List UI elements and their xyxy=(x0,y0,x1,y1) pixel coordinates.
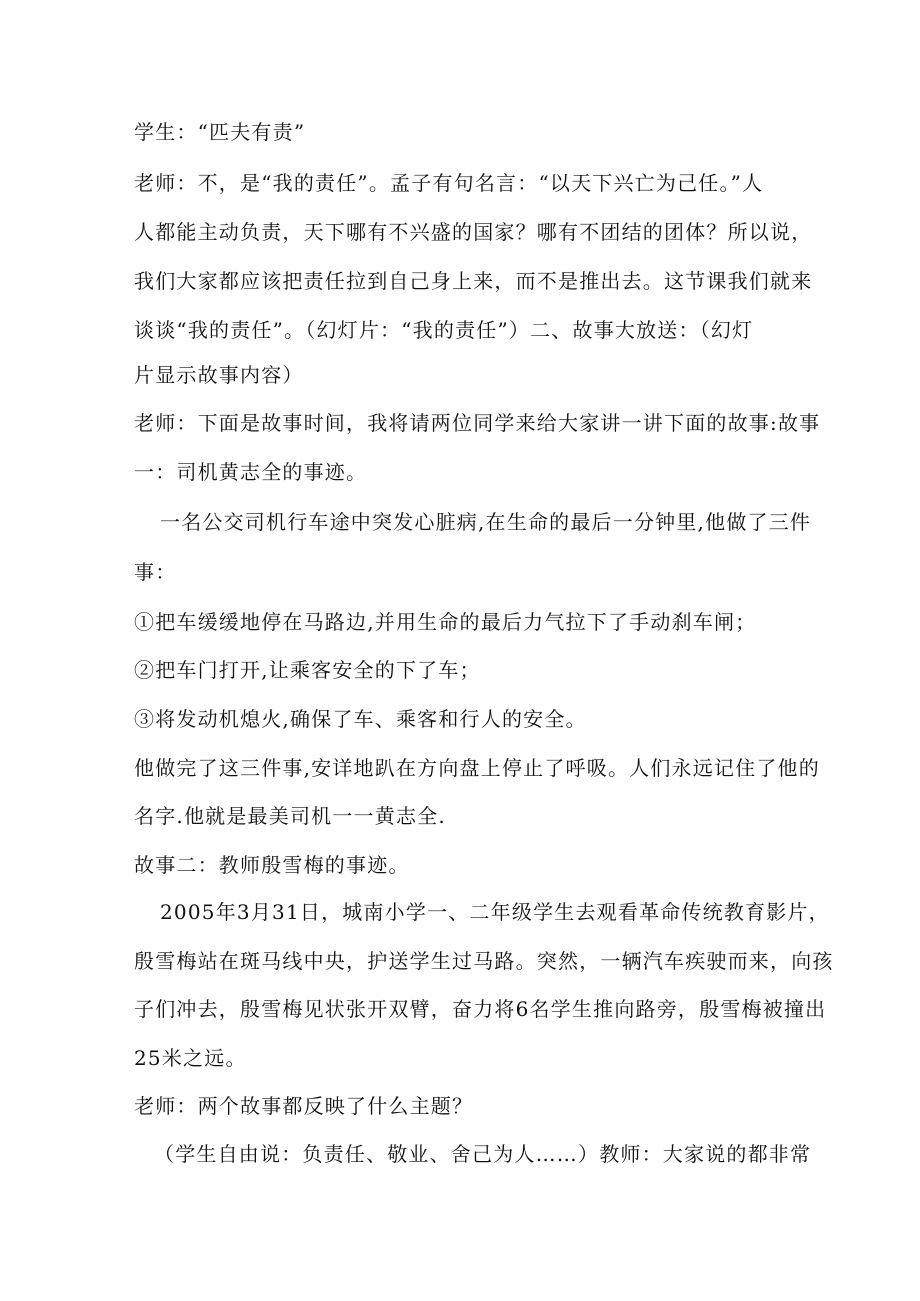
teacher-question-line: 老师：两个故事都反映了什么主题？ xyxy=(134,1094,474,1118)
story-two-paragraph-line-1: 2005年3月31日，城南小学一、二年级学生去观看革命传统教育影片， xyxy=(160,900,830,924)
teacher-story-intro-line-1: 老师：下面是故事时间，我将请两位同学来给大家讲一讲下面的故事:故事 xyxy=(134,411,821,435)
story-one-ending-line-2: 名字.他就是最美司机一一黄志全. xyxy=(134,804,446,828)
dialogue-teacher-line-1: 老师：不，是“我的责任”。孟子有句名言：“以天下兴亡为己任。”人 xyxy=(134,171,764,195)
dialogue-teacher-line-2: 人都能主动负责，天下哪有不兴盛的国家？哪有不团结的团体？所以说， xyxy=(134,220,813,244)
story-one-paragraph-line-1: 一名公交司机行车途中突发心脏病,在生命的最后一分钟里,他做了三件 xyxy=(160,510,812,534)
story-two-paragraph-line-2: 殷雪梅站在斑马线中央，护送学生过马路。突然，一辆汽车疾驶而来，向孩 xyxy=(134,949,834,973)
story-one-paragraph-line-2: 事： xyxy=(134,560,177,584)
story-two-paragraph-line-4: 25米之远。 xyxy=(134,1046,247,1070)
story-one-item-2: ②把车门打开,让乘客安全的下了车； xyxy=(134,658,481,682)
story-one-ending-line-1: 他做完了这三件事,安详地趴在方向盘上停止了呼吸。人们永远记住了他的 xyxy=(134,756,820,780)
story-one-item-1: ①把车缓缓地停在马路边,并用生命的最后力气拉下了手动刹车闸； xyxy=(134,610,757,634)
story-one-item-3: ③将发动机熄火,确保了车、乘客和行人的安全。 xyxy=(134,707,587,731)
teacher-story-intro-line-2: 一：司机黄志全的事迹。 xyxy=(134,460,368,484)
dialogue-teacher-line-3: 我们大家都应该把责任拉到自己身上来，而不是推出去。这节课我们就来 xyxy=(134,269,813,293)
story-two-paragraph-line-3: 子们冲去，殷雪梅见状张开双臂，奋力将6名学生推向路旁，殷雪梅被撞出 xyxy=(134,997,827,1021)
student-responses-line: （学生自由说：负责任、敬业、舍己为人……）教师：大家说的都非常 xyxy=(154,1142,812,1166)
dialogue-teacher-line-4: 谈谈“我的责任”。（幻灯片：“我的责任”）二、故事大放送：（幻灯 xyxy=(134,318,754,342)
dialogue-teacher-line-5: 片显示故事内容） xyxy=(134,363,304,387)
story-two-heading: 故事二：教师殷雪梅的事迹。 xyxy=(134,853,410,877)
dialogue-student-line: 学生：“匹夫有责” xyxy=(134,120,306,144)
